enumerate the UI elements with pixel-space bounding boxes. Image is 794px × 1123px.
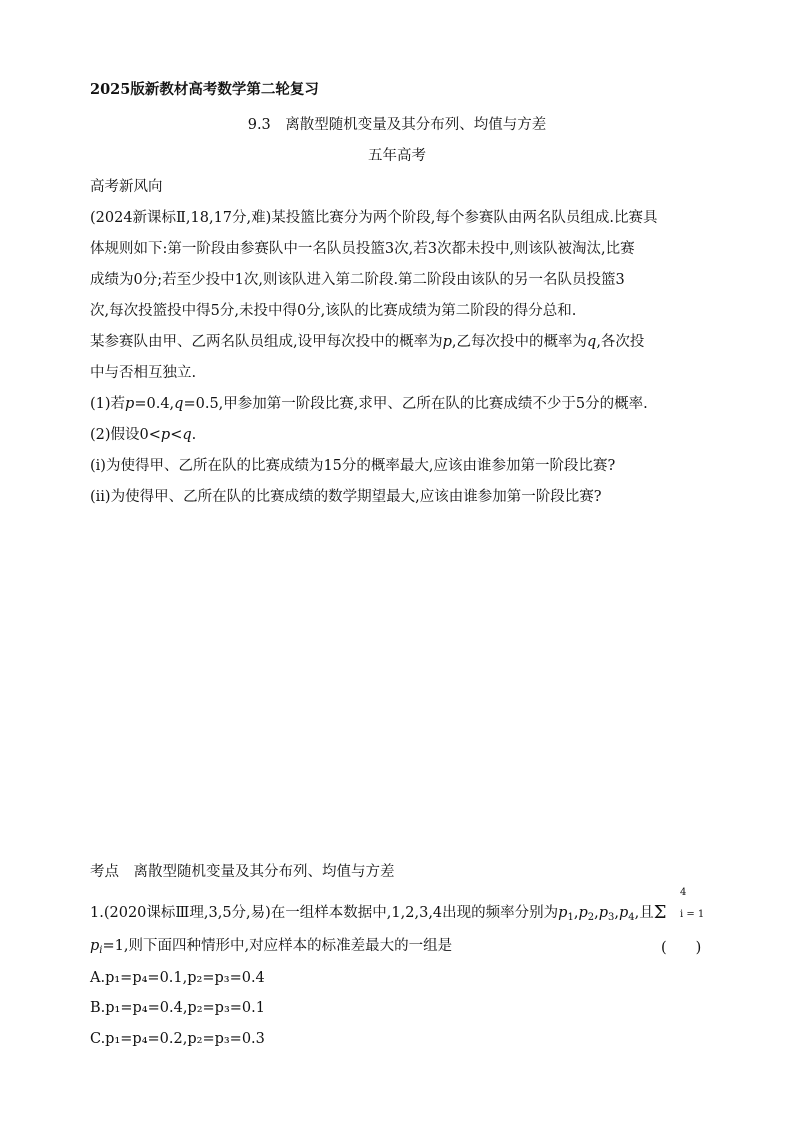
variable-p: p xyxy=(442,334,452,350)
variable-p: p xyxy=(598,905,609,921)
text-span: < xyxy=(170,427,183,443)
option-b: B.p₁=p₄=0.4,p₂=p₃=0.1 xyxy=(90,1000,265,1016)
problem-text-line: 中与否相互独立. xyxy=(90,365,197,381)
text-span: (2)假设0< xyxy=(90,427,161,443)
sub-question-1 xyxy=(90,394,648,414)
variable-p: p xyxy=(558,905,568,921)
sigma-lower-limit: i = 1 xyxy=(680,909,705,920)
problem-text-line: 次,每次投篮投中得5分,未投中得0分,该队的比赛成绩为第二阶段的得分总和. xyxy=(90,303,577,319)
problem-text-line xyxy=(90,332,644,352)
variable-q: q xyxy=(174,396,184,412)
subscript: 2 xyxy=(587,912,595,923)
sub-question-2i: (ⅰ)为使得甲、乙所在队的比赛成绩为15分的概率最大,应该由谁参加第一阶段比赛? xyxy=(90,458,616,474)
text-span: 某参赛队由甲、乙两名队员组成,设甲每次投中的概率为 xyxy=(90,334,443,350)
exam-point-heading: 考点 离散型随机变量及其分布列、均值与方差 xyxy=(90,864,395,880)
variable-p: p xyxy=(90,938,100,954)
text-span: =0.4, xyxy=(134,396,175,412)
subtitle: 五年高考 xyxy=(368,148,426,164)
subscript: 1 xyxy=(567,912,574,923)
variable-q: q xyxy=(182,427,192,443)
text-span: ,乙每次投中的概率为 xyxy=(451,334,588,350)
variable-p: p xyxy=(578,905,588,921)
question-1-line-1: 1.(2020课标Ⅲ理,3,5分,易)在一组样本数据中,1,2,3,4出现的频率分别为$p_1,p_2,p_3,p_4$,且Σ xyxy=(90,902,667,923)
variable-q: q xyxy=(587,334,597,350)
variable-p: p xyxy=(160,427,171,443)
subscript: 4 xyxy=(628,912,635,923)
problem-text-line: 体规则如下:第一阶段由参赛队中一名队员投篮3次,若3次都未投中,则该队被淘汰,比赛 xyxy=(90,241,635,257)
text-span: 1.(2020课标Ⅲ理,3,5分,易)在一组样本数据中,1,2,3,4出现的频率分别为 xyxy=(90,905,559,921)
variable-p: p xyxy=(125,396,135,412)
text-span: =1,则下面四种情形中,对应样本的标准差最大的一组是 xyxy=(102,938,453,954)
section-title: 9.3 离散型随机变量及其分布列、均值与方差 xyxy=(247,117,547,133)
series-title: 2025版新教材高考数学第二轮复习 xyxy=(90,81,319,98)
problem-text-line: (2024新课标Ⅱ,18,17分,难)某投篮比赛分为两个阶段,每个参赛队由两名队员组成.比赛具 xyxy=(90,210,658,226)
subscript: i xyxy=(99,945,103,956)
question-1-line-2 xyxy=(90,936,452,961)
text-span: (1)若 xyxy=(90,396,126,412)
sigma-upper-limit: 4 xyxy=(680,887,687,898)
text-span: =0.5,甲参加第一阶段比赛,求甲、乙所在队的比赛成绩不少于5分的概率. xyxy=(183,396,648,412)
subscript: 3 xyxy=(608,912,615,923)
new-trend-heading: 高考新风向 xyxy=(90,179,163,195)
option-a: A.p₁=p₄=0.1,p₂=p₃=0.4 xyxy=(90,970,265,986)
text-span: ,各次投 xyxy=(596,334,645,350)
problem-text-line: 成绩为0分;若至少投中1次,则该队进入第二阶段.第二阶段由该队的另一名队员投篮3 xyxy=(90,272,625,288)
text-span: ,且 xyxy=(634,905,654,921)
option-c: C.p₁=p₄=0.2,p₂=p₃=0.3 xyxy=(90,1031,265,1047)
summation-symbol: Σ xyxy=(653,902,667,923)
variable-p: p xyxy=(619,905,629,921)
answer-bracket: ( ) xyxy=(661,940,702,956)
sub-question-2 xyxy=(90,425,196,445)
sub-question-2ii: (ⅱ)为使得甲、乙所在队的比赛成绩的数学期望最大,应该由谁参加第一阶段比赛? xyxy=(90,489,602,505)
text-span: . xyxy=(191,427,197,443)
